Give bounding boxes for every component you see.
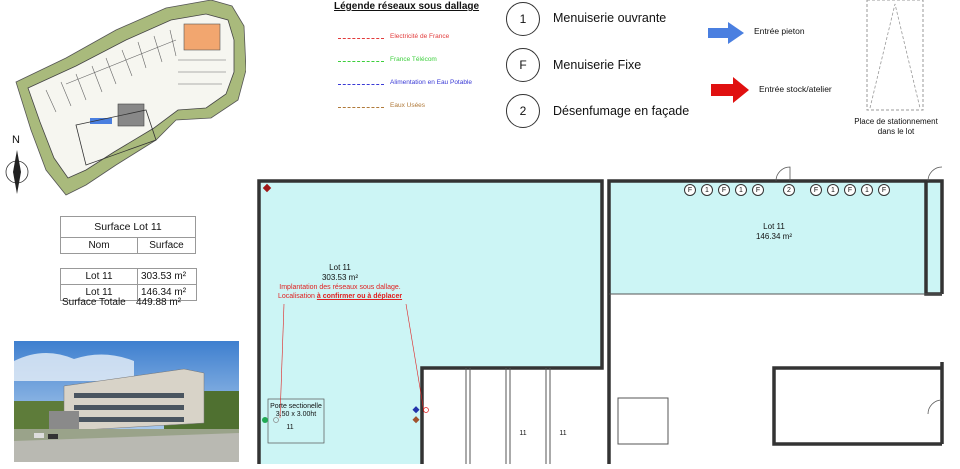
plan-left-lot-label: Lot 11 [329, 263, 351, 272]
bay-number: 11 [559, 430, 567, 437]
bay-number: 11 [519, 430, 527, 437]
building-rendering-image [14, 341, 239, 462]
surface-total-label: Surface Totale [62, 297, 126, 308]
symbol-smoke-icon: 2 [506, 94, 540, 128]
plan-left-note-line2 [260, 292, 420, 302]
legend-line-telecom [338, 61, 384, 62]
symbol-fixed-label: Menuiserie Fixe [553, 58, 642, 72]
mark-fixed-icon: F [684, 184, 696, 196]
mark-opening-icon: 1 [861, 184, 873, 196]
pedestrian-entry-label: Entrée pieton [754, 26, 805, 36]
surface-table-title: Surface Lot 11 [61, 217, 196, 238]
door-number: 11 [286, 424, 294, 431]
plan-left-note-prefix: Localisation [277, 293, 317, 300]
symbol-opening-label: Menuiserie ouvrante [553, 11, 667, 25]
site-plan [6, 0, 246, 200]
legend-line-sewage [338, 107, 384, 108]
surface-table-header-surface: Surface [138, 238, 196, 254]
plan-left-note-emphasis: à confirmer ou à déplacer [316, 293, 403, 300]
mark-opening-icon: 1 [827, 184, 839, 196]
legend-label-water: Alimentation en Eau Potable [390, 79, 473, 86]
surface-row-name: Lot 11 [61, 285, 138, 301]
mark-fixed-icon: F [844, 184, 856, 196]
surface-row-value: 146.34 m² [138, 285, 197, 301]
network-legend-title: Légende réseaux sous dallage [334, 1, 480, 12]
surface-row-name: Lot 11 [61, 269, 138, 285]
plan-lot-303 [256, 176, 606, 464]
legend-label-telecom: France Télécom [390, 56, 437, 63]
compass-needle-icon [2, 148, 32, 198]
surface-total-value: 449.88 m² [136, 297, 182, 308]
plan-left-area: 303.53 m² [321, 273, 359, 282]
plan-left-note-line1: Implantation des réseaux sous dallage. [279, 284, 401, 291]
legend-line-water [338, 84, 384, 85]
mark-fixed-icon: F [810, 184, 822, 196]
legend-line-electricity [338, 38, 384, 39]
legend-label-sewage: Eaux Usées [390, 102, 426, 109]
mark-fixed-icon: F [718, 184, 730, 196]
parking-space-icon [866, 0, 924, 112]
mark-fixed-icon: F [752, 184, 764, 196]
surface-row-value: 303.53 m² [138, 269, 197, 285]
mark-opening-icon: 1 [701, 184, 713, 196]
parking-label: Place de stationnement dans le lot [854, 117, 938, 136]
plan-right-area: 146.34 m² [755, 232, 793, 241]
facade-marks-right [810, 184, 890, 196]
symbol-fixed-icon: F [506, 48, 540, 82]
door-label-line2: 3.50 x 3.00ht [275, 411, 317, 418]
compass [2, 134, 32, 198]
mark-fixed-icon: F [878, 184, 890, 196]
symbol-opening-icon: 1 [506, 2, 540, 36]
mark-smoke-icon: 2 [783, 184, 795, 196]
facade-marks-left [684, 184, 764, 196]
mark-opening-icon: 1 [735, 184, 747, 196]
door-label-line1: Porte sectionelle [270, 403, 322, 410]
pedestrian-arrow-icon [708, 22, 744, 44]
surface-table-header-name: Nom [61, 238, 138, 254]
stock-entry-arrow-icon [711, 77, 749, 103]
legend-label-electricity: Electricité de France [390, 33, 450, 40]
plan-right-lot-label: Lot 11 [763, 222, 785, 231]
stock-entry-label: Entrée stock/atelier [759, 84, 832, 94]
compass-north-label: N [12, 134, 20, 146]
symbol-smoke-label: Désenfumage en façade [553, 104, 690, 118]
plan-lot-146 [606, 164, 956, 464]
surface-table [60, 216, 196, 254]
